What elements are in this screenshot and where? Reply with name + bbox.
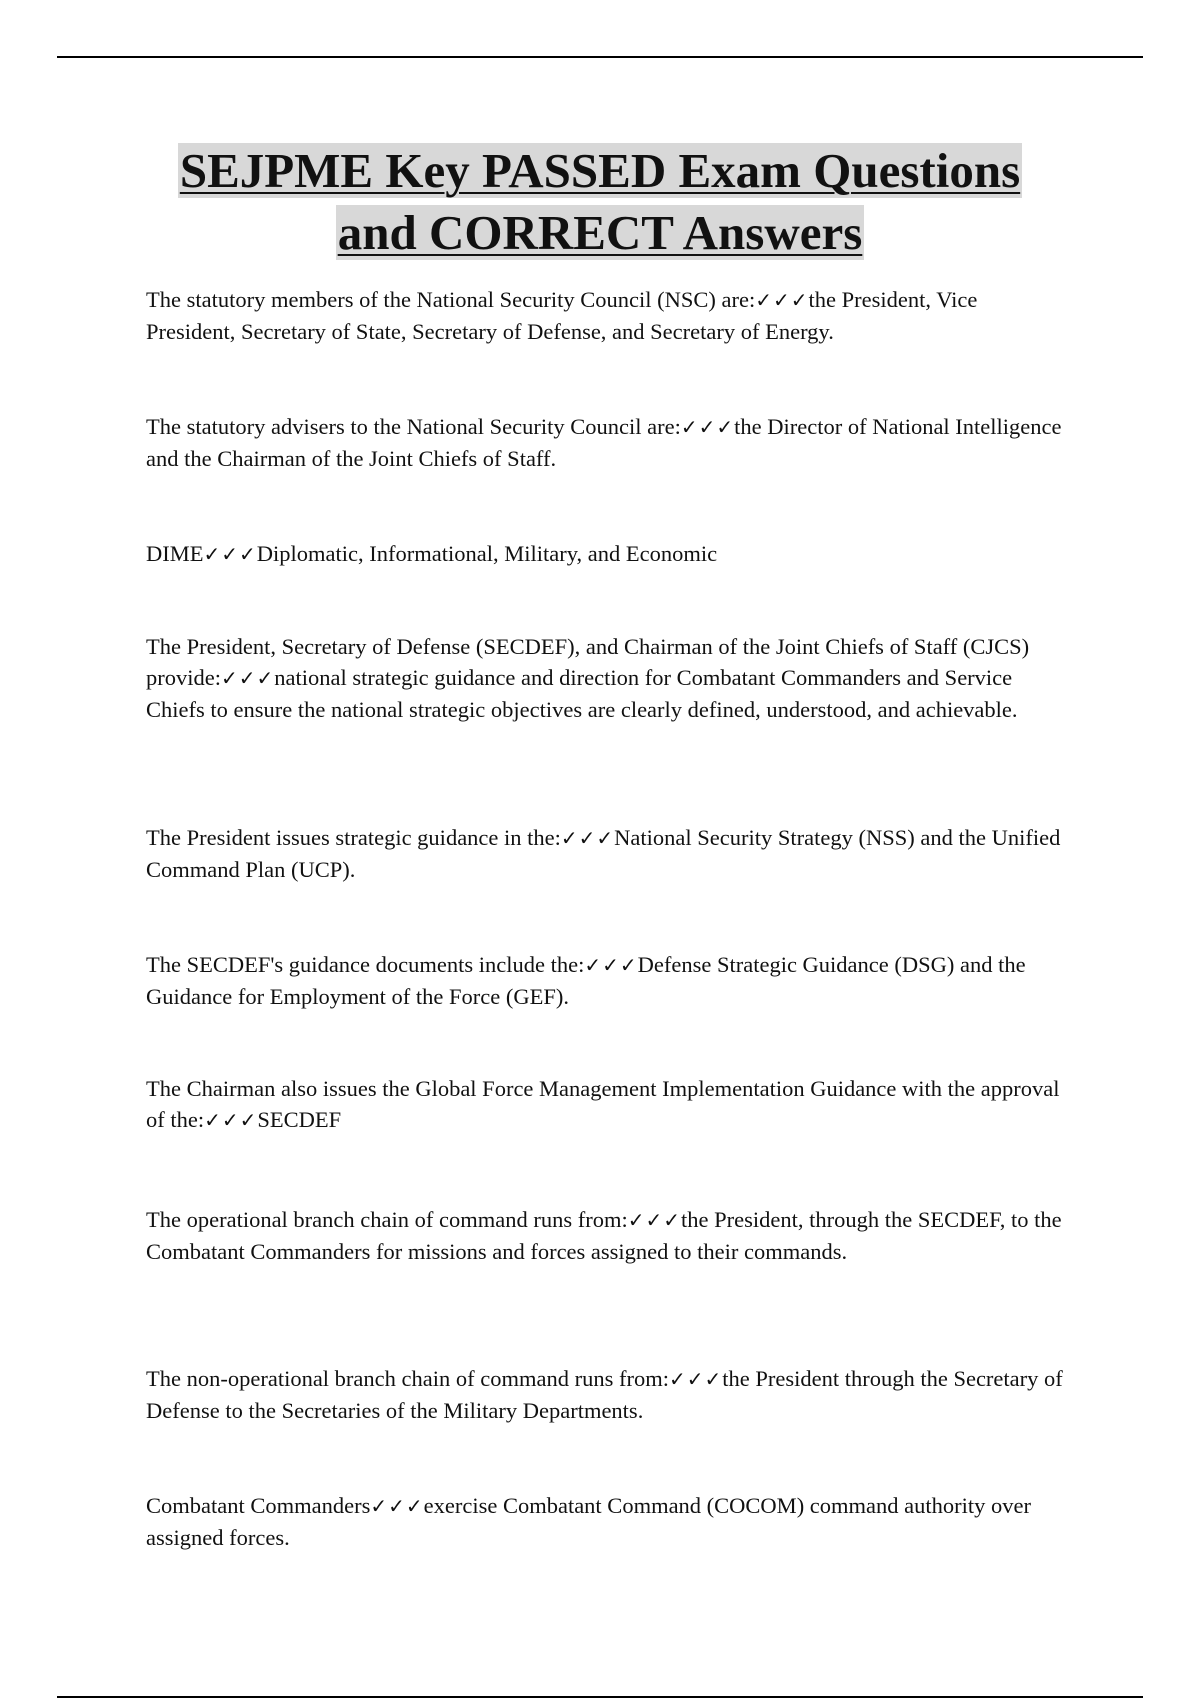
checkmark-icon: ✓✓✓ <box>203 542 257 566</box>
title-line-2: and CORRECT Answers <box>337 205 863 260</box>
qa-item-6 <box>146 949 1066 1012</box>
checkmark-icon: ✓✓✓ <box>627 1208 681 1232</box>
checkmark-icon: ✓✓✓ <box>220 666 275 690</box>
qa-item-5 <box>146 822 1066 885</box>
checkmark-icon: ✓✓✓ <box>668 1367 723 1391</box>
qa-item-4 <box>146 631 1066 725</box>
document-title <box>0 140 1200 264</box>
checkmark-icon: ✓✓✓ <box>584 953 638 977</box>
question: The President issues strategic guidance in the: <box>146 825 561 850</box>
answer: Diplomatic, Informational, Military, and Economic <box>256 541 718 566</box>
qa-item-2 <box>146 411 1066 474</box>
bottom-rule <box>57 1696 1143 1698</box>
checkmark-icon: ✓✓✓ <box>204 1108 258 1132</box>
title-line-1: SEJPME Key PASSED Exam Questions <box>179 143 1021 198</box>
question: The statutory members of the National Security Council (NSC) are: <box>146 287 756 312</box>
question: The SECDEF's guidance documents include the: <box>146 952 585 977</box>
top-rule <box>57 56 1143 58</box>
qa-item-8 <box>146 1204 1066 1267</box>
answer: SECDEF <box>257 1107 342 1132</box>
qa-item-9 <box>146 1363 1066 1426</box>
answer: the President through the Secretary of Defense to the Secretaries of the Military Departments. <box>146 1366 1063 1423</box>
question: The operational branch chain of command runs from: <box>146 1207 628 1232</box>
question: DIME <box>146 541 204 566</box>
checkmark-icon: ✓✓✓ <box>680 415 735 439</box>
answer: the President, Vice President, Secretary of State, Secretary of Defense, and Secretary of Energy. <box>146 287 978 344</box>
answer: national strategic guidance and direction for Combatant Commanders and Service Chiefs to ensure the national strategic objectives are clearly defined, understood, and achievable. <box>146 665 1018 722</box>
question: The statutory advisers to the National Security Council are: <box>146 414 681 439</box>
answer: the Director of National Intelligence and the Chairman of the Joint Chiefs of Staff. <box>146 414 1062 471</box>
question: Combatant Commanders <box>146 1493 371 1518</box>
answer: National Security Strategy (NSS) and the Unified Command Plan (UCP). <box>146 825 1061 882</box>
qa-item-10 <box>146 1490 1066 1553</box>
answer: exercise Combatant Command (COCOM) command authority over assigned forces. <box>146 1493 1031 1550</box>
checkmark-icon: ✓✓✓ <box>370 1494 424 1518</box>
qa-item-3 <box>146 538 1066 570</box>
checkmark-icon: ✓✓✓ <box>755 288 809 312</box>
checkmark-icon: ✓✓✓ <box>560 826 615 850</box>
qa-item-1 <box>146 284 1066 347</box>
question: The Chairman also issues the Global Force Management Implementation Guidance with the approval of the: <box>146 1076 1060 1132</box>
answer: the President, through the SECDEF, to the Combatant Commanders for missions and forces assigned to their commands. <box>146 1207 1062 1264</box>
question: The President, Secretary of Defense (SECDEF), and Chairman of the Joint Chiefs of Staff (CJCS) provide: <box>146 634 1030 690</box>
qa-item-7 <box>146 1073 1066 1136</box>
question: The non-operational branch chain of command runs from: <box>146 1366 669 1391</box>
answer: Defense Strategic Guidance (DSG) and the Guidance for Employment of the Force (GEF). <box>146 952 1026 1009</box>
